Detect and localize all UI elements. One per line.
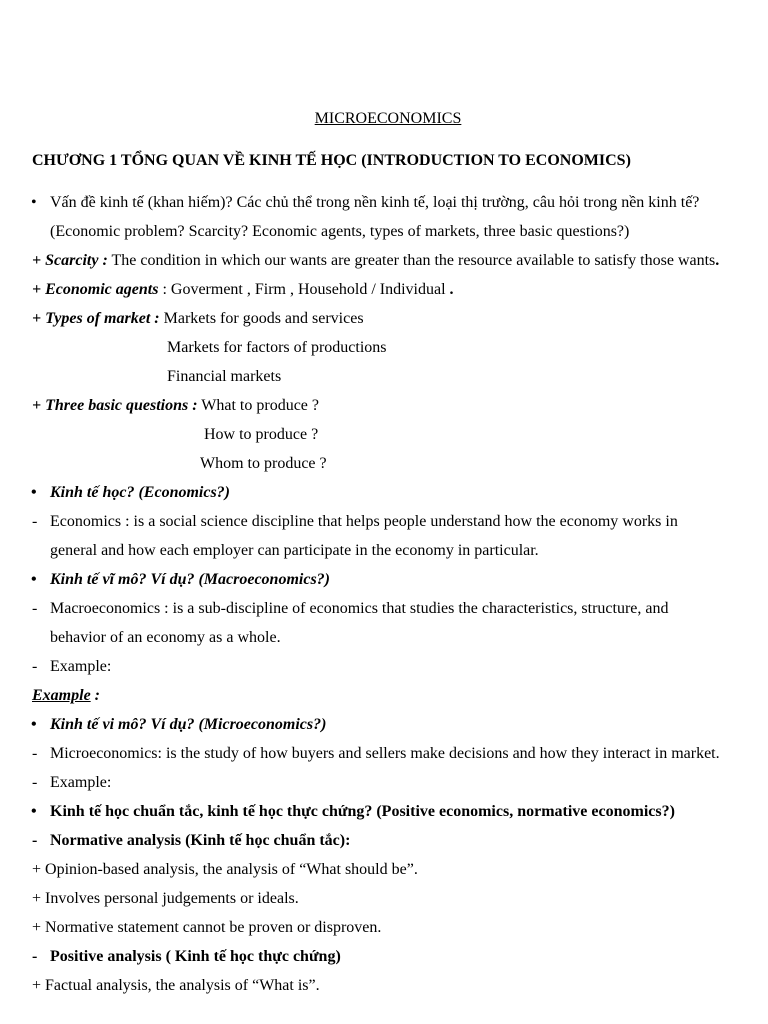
questions-label: + Three basic questions : bbox=[32, 397, 198, 414]
example-colon: : bbox=[90, 687, 100, 704]
macro-definition-2: behavior of an economy as a whole. bbox=[50, 629, 281, 646]
dash-marker: - bbox=[32, 745, 38, 762]
markets-label: + Types of market : bbox=[32, 310, 160, 327]
micro-heading: Kinh tế vi mô? Ví dụ? (Microeconomics?) bbox=[50, 716, 327, 733]
bullet-marker: • bbox=[31, 571, 37, 588]
scarcity-period: . bbox=[715, 252, 720, 269]
chapter-heading: CHƯƠNG 1 TỔNG QUAN VỀ KINH TẾ HỌC (INTRODUCTION TO ECONOMICS) bbox=[32, 152, 631, 169]
three-questions-line bbox=[32, 396, 319, 416]
scarcity-definition bbox=[32, 251, 719, 271]
example-word: Example bbox=[32, 687, 91, 704]
positive-heading: Positive analysis ( Kinh tế học thực chứng) bbox=[50, 948, 341, 965]
dash-marker: - bbox=[32, 948, 38, 965]
normative-heading: Normative analysis (Kinh tế học chuẩn tắc): bbox=[50, 832, 351, 849]
bullet-marker: • bbox=[31, 716, 37, 733]
bullet-marker: • bbox=[31, 484, 37, 501]
positive-normative-heading: Kinh tế học chuẩn tắc, kinh tế học thực chứng? (Positive economics, normative economics?) bbox=[50, 803, 675, 820]
question-whom: Whom to produce ? bbox=[200, 455, 327, 472]
bullet-marker: • bbox=[31, 194, 37, 211]
micro-example: Example: bbox=[50, 774, 112, 791]
macro-example: Example: bbox=[50, 658, 112, 675]
example-heading bbox=[32, 686, 100, 706]
q1-line-1: Vấn đề kinh tế (khan hiếm)? Các chủ thể trong nền kinh tế, loại thị trường, câu hỏi trong nền kinh tế? bbox=[50, 194, 700, 211]
normative-point-1: + Opinion-based analysis, the analysis of “What should be”. bbox=[32, 861, 418, 878]
macro-definition-1: Macroeconomics : is a sub-discipline of economics that studies the characteristics, structure, and bbox=[50, 600, 669, 617]
normative-point-3: + Normative statement cannot be proven or disproven. bbox=[32, 919, 382, 936]
scarcity-text: The condition in which our wants are greater than the resource available to satisfy those wants bbox=[107, 252, 716, 269]
market-item-financial: Financial markets bbox=[167, 368, 282, 385]
agents-label: + Economic agents bbox=[32, 281, 159, 298]
economics-definition-2: general and how each employer can participate in the economy in particular. bbox=[50, 542, 539, 559]
market-item-factors: Markets for factors of productions bbox=[167, 339, 387, 356]
economics-definition-1: Economics : is a social science discipline that helps people understand how the economy works in bbox=[50, 513, 678, 530]
dash-marker: - bbox=[32, 600, 38, 617]
micro-definition: Microeconomics: is the study of how buyers and sellers make decisions and how they interact in market. bbox=[50, 745, 720, 762]
agents-period: . bbox=[449, 281, 454, 298]
dash-marker: - bbox=[32, 774, 38, 791]
document-title: MICROECONOMICS bbox=[314, 110, 462, 127]
positive-point-1: + Factual analysis, the analysis of “What is”. bbox=[32, 977, 320, 994]
normative-point-2: + Involves personal judgements or ideals. bbox=[32, 890, 299, 907]
economics-heading: Kinh tế học? (Economics?) bbox=[50, 484, 231, 501]
question-how: How to produce ? bbox=[204, 426, 319, 443]
bullet-marker: • bbox=[31, 803, 37, 820]
scarcity-label: + Scarcity : bbox=[32, 252, 108, 269]
economic-agents-line bbox=[32, 280, 454, 300]
macro-heading: Kinh tế vĩ mô? Ví dụ? (Macroeconomics?) bbox=[50, 571, 330, 588]
dash-marker: - bbox=[32, 513, 38, 530]
types-of-market-line bbox=[32, 309, 364, 329]
dash-marker: - bbox=[32, 658, 38, 675]
agents-text: : Goverment , Firm , Household / Individual bbox=[158, 281, 450, 298]
market-item-goods: Markets for goods and services bbox=[159, 310, 364, 327]
dash-marker: - bbox=[32, 832, 38, 849]
question-what: What to produce ? bbox=[197, 397, 319, 414]
q1-line-2: (Economic problem? Scarcity? Economic agents, types of markets, three basic questions?) bbox=[50, 223, 630, 240]
